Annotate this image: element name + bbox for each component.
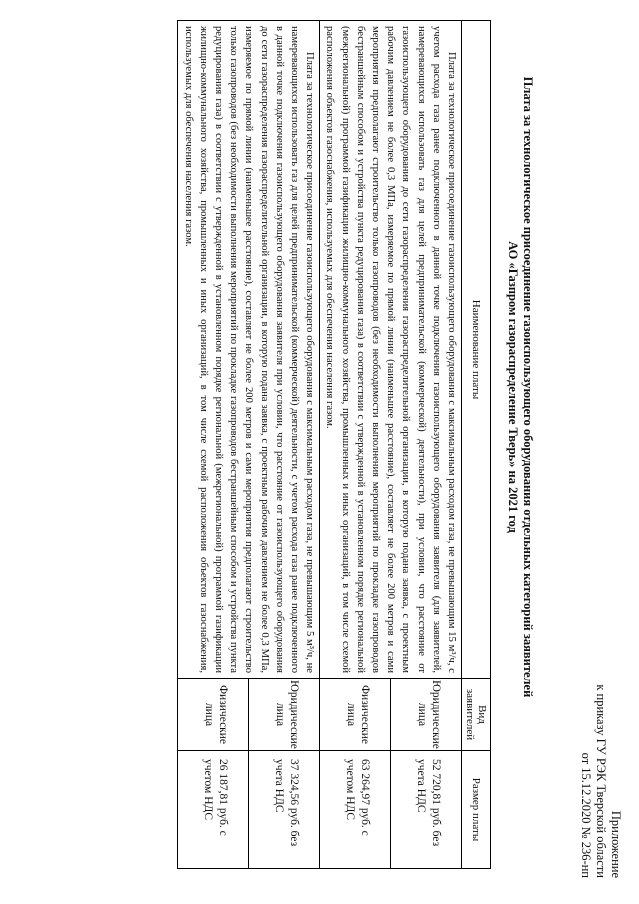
document-title	[505, 60, 535, 714]
fee-amount: 26 187,81 руб. с учетом НДС	[178, 751, 249, 869]
table-row	[249, 21, 320, 869]
fee-description-2: Плата за технологическое присоединение газоиспользующего оборудования с максимальным расходом газа, не превышающим 5 м³/ч, не намеревающихся использовать газ для целей предпринимательской (коммерческой) деятельности, с учетом расхода газа ранее подключенного в данной точке подключения газоиспользующего оборудования заявителя при условии, что расстояние от газоиспользующего оборудования до сети газораспределения газораспределительной организации, в которую подана заявка, с проектным рабочим давлением не более 0,3 МПа, измеряемое по прямой линии (наименьшее расстояние), составляет не более 200 метров и сами мероприятия предполагают строительство только газопроводов (без необходимости выполнения мероприятий по прокладке газопроводов бестраншейным способом и устройства пункта редуцирования газа) в соответствии с утвержденной в установленном порядке региональной (межрегиональной) программой газификации жилищно-коммунального хозяйства, промышленных и иных организаций, в том числе схемой расположения объектов газоснабжения, используемых для обеспечения населения газом.	[178, 21, 320, 679]
table-header-row	[462, 21, 491, 869]
fee-amount: 52 720,81 руб. без учета НДС	[391, 751, 462, 869]
title-line-2: АО «Газпром газораспределение Тверь» на 2021 год	[506, 241, 520, 533]
appendix-order: к приказу ГУ РЭК Тверской области	[594, 684, 608, 878]
fee-table	[177, 20, 491, 869]
appendix-block	[578, 684, 623, 878]
applicant-type: Юридические лица	[391, 679, 462, 751]
table-row	[391, 21, 462, 869]
applicant-type: Юридические лица	[249, 679, 320, 751]
fee-amount: 37 324,56 руб. без учета НДС	[249, 751, 320, 869]
title-line-1: Плата за технологическое присоединение газоиспользующего оборудования отдельных категорий заявителей	[521, 76, 535, 698]
applicant-type: Физические лица	[178, 679, 249, 751]
appendix-label: Приложение	[609, 810, 623, 878]
fee-amount: 63 264,97 руб. с учетом НДС	[320, 751, 391, 869]
fee-description-1: Плата за технологическое присоединение газоиспользующего оборудования с максимальным расходом газа, не превышающим 15 м³/ч, с учетом расхода газа ранее подключенного в данной точке подключения газоиспользующего оборудования заявителя (для заявителей, намеревающихся использовать газ для целей предпринимательской (коммерческой) деятельности), при условии, что расстояние от газоиспользующего оборудования до сети газораспределения газораспределительной организации, в которую подана заявка, с проектным рабочим давлением не более 0,3 МПа, измеряемое по прямой линии (наименьшее расстояние), составляет не более 200 метров и сами мероприятия предполагают строительство только газопроводов (без необходимости выполнения мероприятий по прокладке газопроводов бестраншейным способом и устройства пункта редуцирования газа) в соответствии с утвержденной в установленном порядке региональной (межрегиональной) программой газификации жилищно-коммунального хозяйства, промышленных и иных организаций, в том числе схемой расположения объектов газоснабжения, используемых для обеспечения населения газом.	[320, 21, 462, 679]
header-fee-amount: Размер платы	[462, 751, 491, 869]
appendix-date: от 15.12.2020 № 236-нп	[579, 752, 593, 878]
header-fee-name: Наименование платы	[462, 21, 491, 679]
header-applicant-type: Вид заявителей	[462, 679, 491, 751]
applicant-type: Физические лица	[320, 679, 391, 751]
